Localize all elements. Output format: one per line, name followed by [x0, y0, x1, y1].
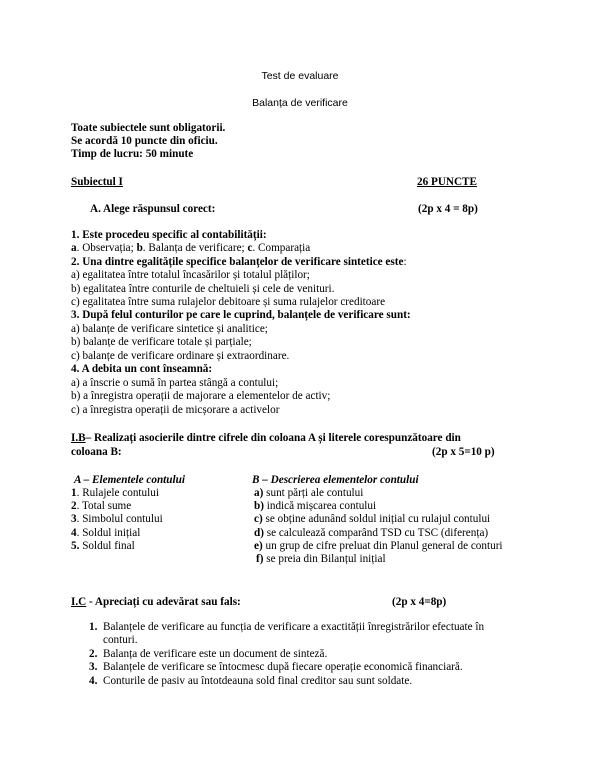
col-b-item-d: d) se calculează comparând TSD cu TSC (diferența) — [254, 527, 489, 539]
col-a-item-2: 2. Total sume — [71, 500, 132, 512]
q4-option-a: a) a înscrie o sumă în partea stângă a contului; — [71, 377, 279, 389]
question-2-colon: : — [403, 256, 407, 268]
col-a-item-3: 3. Simbolul contului — [71, 513, 163, 525]
col-b-item-f: f) se preia din Bilanțul inițial — [256, 553, 386, 565]
question-3: 3. După felul conturilor pe care le cuprind, balanțele de verificare sunt: — [71, 309, 411, 321]
test-title: Test de evaluare — [261, 70, 339, 82]
col-a-item-4: 4. Soldul inițial — [71, 527, 141, 539]
subject-label: Subiectul I — [71, 176, 123, 188]
q1-opt-b-text: . Balanța de verificare; — [142, 242, 248, 254]
q3-option-c: c) balanțe de verificare ordinare și extraordinare. — [71, 350, 290, 362]
section-b-score: (2p x 5=10 p) — [432, 446, 495, 458]
section-a-heading: A. Alege răspunsul corect: — [90, 203, 216, 215]
q3-option-b: b) balanțe de verificare totale și parțiale; — [71, 336, 252, 348]
section-b-heading-line2: coloana B: — [71, 446, 122, 458]
instruction-1: Toate subiectele sunt obligatorii. — [71, 122, 226, 134]
list-item: 1. Balanțele de verificare au funcția de verificare a exactității înregistrărilor efectuate în conturi. — [89, 621, 485, 647]
list-item: 3. Balanțele de verificare se întocmesc după fiecare operație economică financiară. — [89, 661, 463, 674]
instruction-2: Se acordă 10 puncte din oficiu. — [71, 135, 218, 147]
q1-opt-b-letter: b — [136, 242, 143, 254]
question-1: 1. Este procedeu specific al contabilității: — [71, 229, 267, 241]
q4-option-b: b) a înregistra operații de majorare a elementelor de activ; — [71, 390, 331, 402]
q2-option-a: a) egalitatea între totalul încasărilor și totalul plăților; — [71, 269, 310, 281]
section-a-score: (2p x 4 = 8p) — [418, 203, 478, 215]
q2-option-c: c) egalitatea între suma rulajelor debitoare și suma rulajelor creditoare — [71, 296, 386, 308]
section-c-heading-text: - Apreciați cu adevărat sau fals: — [86, 596, 241, 608]
q4-option-c: c) a înregistra operații de micșorare a activelor — [71, 404, 280, 416]
section-b-heading-line1: – Realizați asocierile dintre cifrele din coloana A și literele corespunzătoare din — [85, 432, 461, 444]
section-b-label: I.B — [71, 432, 86, 444]
test-subtitle: Balanța de verificare — [252, 97, 348, 109]
question-1-options — [71, 242, 310, 255]
column-b-title: B – Descrierea elementelor contului — [252, 474, 419, 486]
section-c-heading — [71, 596, 241, 608]
question-2 — [71, 256, 407, 269]
col-b-item-b: b) indică mișcarea contului — [254, 500, 377, 512]
col-a-item-1: 1. Rulajele contului — [71, 487, 159, 499]
q1-opt-a-text: . Observația; — [76, 242, 137, 254]
section-c-score: (2p x 4=8p) — [392, 596, 447, 608]
q3-option-a: a) balanțe de verificare sintetice și analitice; — [71, 323, 268, 335]
section-b-heading — [71, 432, 461, 445]
subject-points: 26 PUNCTE — [417, 176, 477, 188]
question-4: 4. A debita un cont înseamnă: — [71, 363, 213, 375]
q1-opt-c-letter: c — [247, 242, 253, 254]
col-b-item-e: e) un grup de cifre preluat din Planul general de conturi — [254, 540, 503, 552]
list-item: 4. Conturile de pasiv au întotdeauna sold final creditor sau sunt soldate. — [89, 674, 413, 687]
instruction-3: Timp de lucru: 50 minute — [71, 148, 194, 160]
column-a-title: A – Elementele contului — [74, 474, 185, 486]
q1-opt-a-letter: a — [71, 242, 77, 254]
q1-opt-c-text: . Comparația — [252, 242, 311, 254]
col-b-item-a: a) sunt părți ale contului — [254, 487, 364, 499]
q2-option-b: b) egalitatea între conturile de cheltuieli și cele de venituri. — [71, 283, 335, 295]
question-2-text: 2. Una dintre egalitățile specifice balanțelor de verificare sintetice este — [71, 256, 404, 268]
list-item: 2. Balanța de verificare este un document de sinteză. — [89, 647, 328, 660]
col-b-item-c: c) se obține adunând soldul inițial cu rulajul contului — [254, 513, 491, 525]
col-a-item-5: 5. Soldul final — [71, 540, 135, 552]
section-c-label: I.C — [71, 596, 87, 608]
true-false-list — [74, 621, 514, 688]
